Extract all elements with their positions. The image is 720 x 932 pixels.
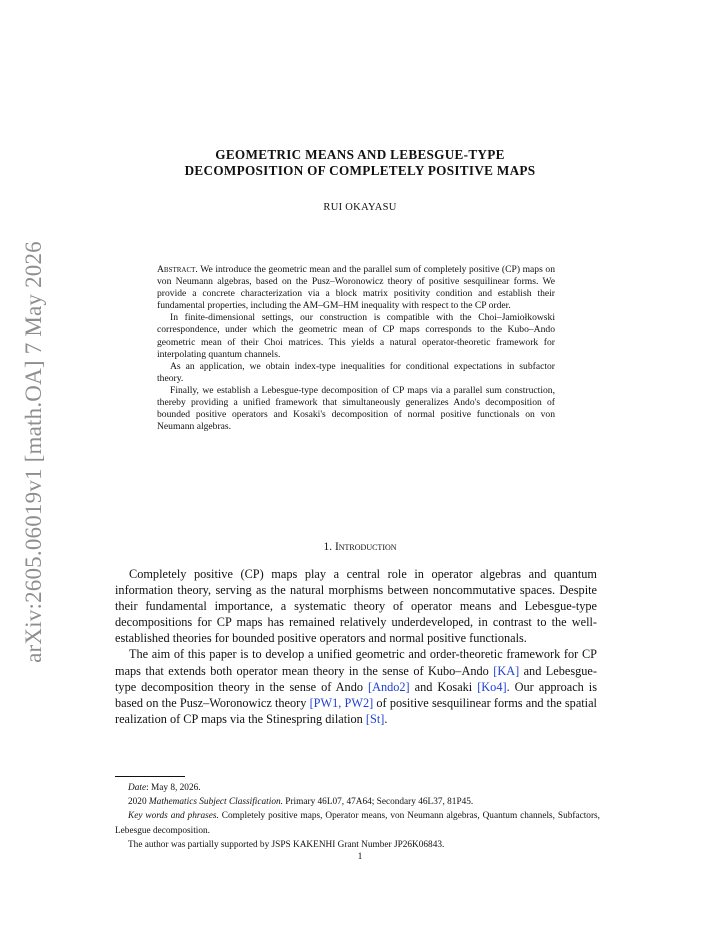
date-label: Date — [128, 783, 147, 793]
keywords-value: Completely positive maps, Operator means, von Neumann algebras, Quantum channels, Subfactors, Lebesgue decomposition. — [115, 811, 600, 836]
footnote-date — [115, 781, 600, 795]
footnote-support: The author was partially supported by JSPS KAKENHI Grant Number JP26K06843. — [128, 839, 445, 850]
page-number: 1 — [357, 852, 363, 862]
title-line-1: GEOMETRIC MEANS AND LEBESGUE-TYPE — [215, 147, 505, 162]
msc-value: Primary 46L07, 47A64; Secondary 46L37, 81P45. — [282, 797, 474, 808]
section-heading — [110, 541, 610, 553]
intro-text: The aim of this paper is to develop a unified geometric and order-theoretic framework for CP maps that extends both operator mean theory in the sense of Kubo–Ando — [115, 647, 597, 678]
author-name: RUI OKAYASU — [323, 202, 397, 213]
date-value: : May 8, 2026. — [146, 783, 201, 793]
paper-title — [110, 147, 610, 179]
intro-text: and Kosaki — [409, 679, 478, 694]
keywords-label: Key words and phrases. — [128, 811, 219, 822]
introduction-body — [115, 566, 597, 727]
arxiv-identifier-stamp: arXiv:2605.06019v1 [math.OA] 7 May 2026 — [21, 241, 46, 663]
msc-prefix: 2020 — [128, 797, 149, 808]
intro-paragraph-2 — [115, 646, 597, 726]
citation-link-ando2[interactable]: [Ando2] — [367, 679, 410, 694]
footnote-keywords — [115, 809, 600, 837]
abstract-paragraph-3: As an application, we obtain index-type inequalities for conditional expectations in subfactor theory. — [157, 360, 555, 384]
intro-text: and Lebesgue-type decomposition theory in the sense of Ando — [115, 663, 597, 694]
abstract-paragraph-1 — [157, 264, 555, 312]
citation-link-ko4[interactable]: [Ko4] — [477, 679, 507, 694]
intro-text: . — [384, 711, 388, 726]
footnotes — [115, 781, 600, 852]
arxiv-margin — [0, 0, 70, 932]
citation-link-ka[interactable]: [KA] — [493, 663, 520, 678]
footnote-divider — [115, 776, 185, 777]
abstract-label: Abstract. — [157, 264, 198, 275]
abstract-paragraph-4: Finally, we establish a Lebesgue-type decomposition of CP maps via a parallel sum construction, thereby providing a unified framework that simultaneously generalizes Ando's decomposition of bounded positive operators and Kosaki's decomposition of normal positive functionals on von Neumann algebras. — [157, 384, 555, 433]
intro-text: of positive sesquilinear forms and the spatial realization of CP maps via the Stinespring dilation — [115, 695, 597, 726]
abstract-text-1: We introduce the geometric mean and the parallel sum of completely positive (CP) maps on von Neumann algebras, based on the Pusz–Woronowicz theory of positive sesquilinear forms. We provide a concrete characterization via a block matrix positivity condition and establish their fundamental properties, including the AM–GM–HM inequality with respect to the CP order. — [157, 264, 555, 312]
intro-text: . Our approach is based on the Pusz–Woronowicz theory — [115, 679, 597, 710]
msc-label: Mathematics Subject Classification. — [148, 797, 283, 808]
citation-link-pw[interactable]: [PW1, PW2] — [309, 695, 374, 710]
section-number: 1. — [323, 541, 333, 553]
section-title: Introduction — [334, 541, 397, 553]
title-line-2: DECOMPOSITION OF COMPLETELY POSITIVE MAPS — [184, 163, 536, 178]
footnote-msc — [115, 795, 600, 809]
intro-paragraph-1: Completely positive (CP) maps play a central role in operator algebras and quantum information theory, serving as the natural morphisms between noncommutative spaces. Despite their fundamental importance, a systematic theory of operator means and Lebesgue-type decompositions for CP maps has remained relatively underdeveloped, in contrast to the well-established theories for bounded positive operators and normal positive functionals. — [115, 567, 597, 646]
abstract-paragraph-2: In finite-dimensional settings, our construction is compatible with the Choi–Jamiołkowski correspondence, under which the geometric mean of CP maps corresponds to the Kubo–Ando geometric mean of their Choi matrices. This yields a natural operator-theoretic framework for interpolating quantum channels. — [157, 312, 555, 360]
citation-link-st[interactable]: [St] — [365, 711, 385, 726]
abstract — [157, 264, 555, 433]
